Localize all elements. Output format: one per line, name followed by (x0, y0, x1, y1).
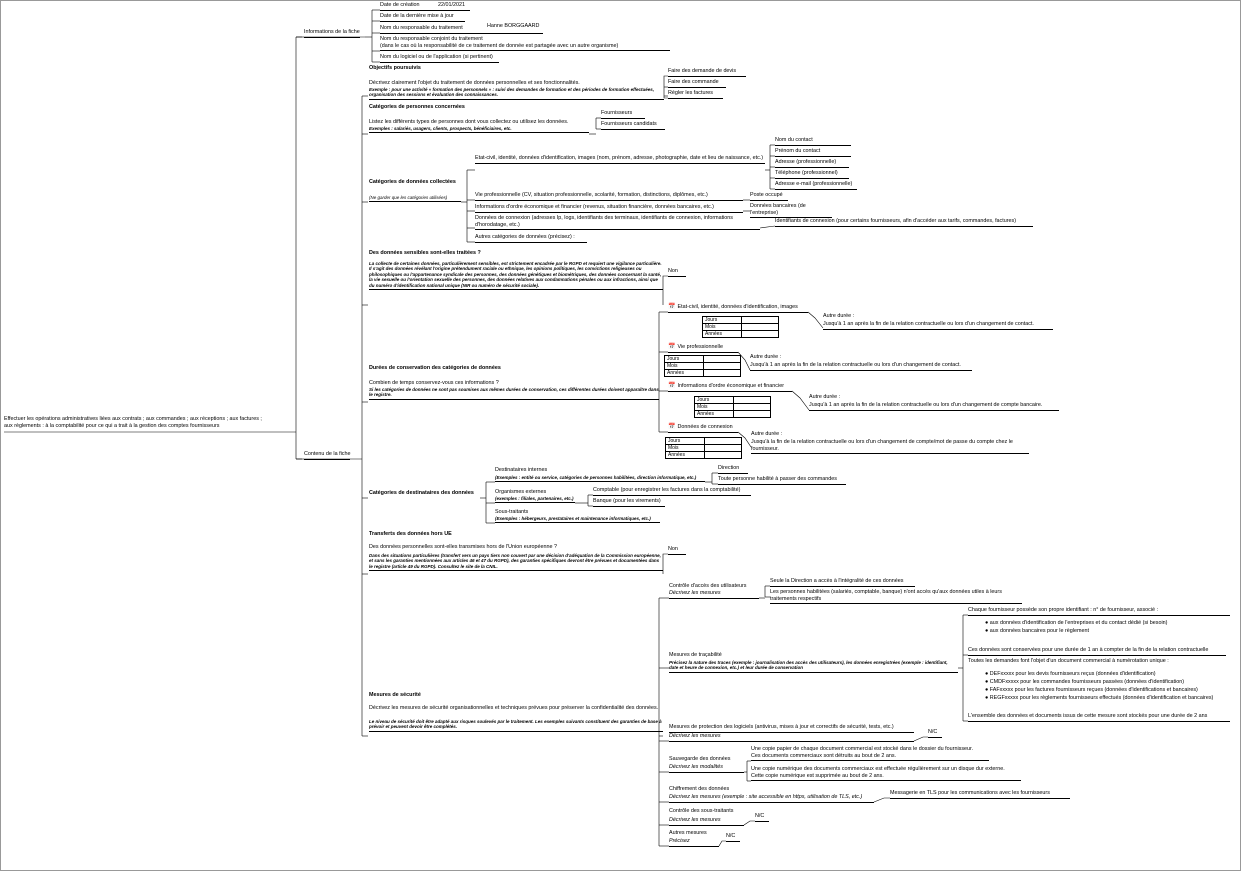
node-securite-note: Le niveau de sécurité doit être adapté aux risques soulevés par le traitement. Les exemples suivants constituent des garanties de base à prévoir et peuvent devoir être complétés. (369, 719, 663, 732)
node-protection-value: N/C (928, 729, 942, 738)
connector-line (719, 841, 726, 846)
node-sensibles-value: Non (668, 268, 686, 277)
node-autres-mesures: Autres mesures (669, 830, 707, 836)
calendar-icon: 📅 (668, 383, 676, 389)
node-info-eco: Informations d'ordre économique et financier (revenus, situation financière, données bancaires, etc.) (475, 204, 743, 213)
connector-line (663, 276, 668, 305)
calendar-icon: 📅 (668, 344, 676, 350)
node-duree-info-eco (668, 383, 792, 392)
duree-mois-label: Mois (695, 404, 734, 411)
node-sauvegarde: Sauvegarde des données (669, 756, 731, 762)
calendar-icon: 📅 (668, 304, 676, 310)
node-date-creation: Date de création (380, 2, 470, 11)
root-node: Effectuer les opérations administratives liées aux contrats ; aux commandes ; aux réceptions ; aux factures ; aux règlements : à la comptabilité pour ce qui a trait à la gestion des comptes fournisseurs (4, 416, 262, 429)
node-responsable: Nom du responsable du traitement (380, 25, 543, 34)
node-chiffrement-value: Messagerie en TLS pour les communications avec les fournisseurs (890, 790, 1070, 799)
node-contact-telephone: Téléphone (professionnel) (775, 170, 849, 179)
node-autres-value: N/C (726, 833, 740, 842)
node-objectifs-desc: Décrivez clairement l'objet du traitement de données personnelles et ses fonctionnalités. (369, 80, 580, 86)
node-acces-habilitees: Les personnes habilitées (salariés, comptable, banque) n'ont accès qu'aux données utiles à leurs traitements respectifs (770, 589, 1022, 604)
node-etat-civil: Etat-civil, identité, données d'identification, images (nom, prénom, adresse, photographie, date et lieu de naissance, etc.) (475, 155, 765, 164)
node-fournisseurs: Fournisseurs (601, 110, 645, 119)
node-transferts-value: Non (668, 546, 686, 555)
node-date-maj: Date de la dernière mise à jour (380, 13, 465, 22)
duree-annees-label: Années (665, 370, 704, 377)
trac-bullet-3-label: DEFxxxxx pour les devis fournisseurs reçus (données d'identification) (989, 671, 1156, 677)
bullet-icon: ● (985, 620, 990, 626)
node-sensibles-title: Des données sensibles sont-elles traitées ? (369, 250, 481, 256)
node-contact-prenom: Prénom du contact (775, 148, 851, 157)
node-objectifs-title: Objectifs poursuivis (369, 65, 421, 71)
duree-jours-label: Jours (703, 317, 742, 324)
autre-duree-label-2: Autre durée : (750, 354, 782, 360)
node-duree-vie-pro (668, 344, 738, 353)
node-securite-title: Mesures de sécurité (369, 692, 421, 698)
duree-etat-civil-label: Etat-civil, identité, données d'identification, images (677, 304, 798, 310)
node-trac-bullet-3 (985, 671, 1156, 678)
node-dest-commandes: Toute personne habilité à passer des commandes (718, 476, 846, 485)
duree-annees-label: Années (695, 411, 734, 418)
duree-annees-value[interactable] (742, 331, 779, 338)
node-contact-nom: Nom du contact (775, 137, 851, 146)
node-trac-text-2: Ces données sont conservées pour une durée de 1 an à compter de la fin de la relation contractuelle (968, 647, 1226, 656)
duree-text-2: Jusqu'à 1 an après la fin de la relation contractuelle ou lors d'un changement de contact. (750, 362, 972, 371)
node-donnees-note: (Ne garder que les catégories utilisées) (369, 195, 461, 202)
node-conjoint: Nom du responsable conjoint du traitement (dans le cas où la responsabilité de ce traitement de donnée est partagée avec un autre organisme) (380, 36, 670, 51)
calendar-icon: 📅 (668, 424, 676, 430)
duree-annees-label: Années (666, 452, 705, 459)
node-contenu-fiche: Contenu de la fiche (304, 451, 350, 460)
node-sauvegarde-desc: Décrivez les modalités (669, 764, 744, 773)
node-controle-st-desc: Décrivez les mesures (669, 817, 744, 826)
trac-bullet-5-label: FAFxxxxx pour les factures fournisseurs reçues (données d'identifications et bancaires) (989, 687, 1198, 693)
autre-duree-label-3: Autre durée : (809, 394, 841, 400)
duree-mois-label: Mois (703, 324, 742, 331)
node-duree-etat-civil (668, 304, 808, 313)
connector-line (914, 737, 928, 741)
node-informations-fiche: Informations de la fiche (304, 29, 360, 38)
duree-vie-pro-label: Vie professionnelle (677, 344, 723, 350)
node-tracabilite-desc: Précisez la nature des traces (exemple : journalisation des accès des utilisateurs), les données enregistrées (exemple : identifiant, date et heure de connexion, etc.) et leur durée de conservation (669, 660, 958, 673)
bullet-icon: ● (985, 628, 990, 634)
node-trac-bullet-1 (985, 620, 1167, 627)
node-autres-categories: Autres catégories de données (précisez) : (475, 234, 587, 243)
trac-bullet-4-label: CMDFxxxxx pour les commandes fournisseurs passées (données d'identification) (989, 679, 1185, 685)
node-contact-email: Adresse e-mail (professionnelle) (775, 181, 857, 190)
bullet-icon: ● (985, 679, 990, 685)
node-trac-bullet-5 (985, 687, 1198, 694)
node-dest-internes-example: (Exemples : entité ou service, catégories de personnes habilitées, direction informatique, etc.) (495, 475, 705, 482)
node-personnes-title: Catégories de personnes concernées (369, 104, 465, 110)
node-dest-comptable: Comptable (pour enregistrer les factures dans la comptabilité) (593, 487, 751, 496)
node-controle-acces: Contrôle d'accès des utilisateurs (669, 583, 747, 589)
node-sauvegarde-papier: Une copie papier de chaque document commercial est stocké dans le dossier du fournisseur. Ces documents commerciaux sont détruits au bout de 2 ans. (751, 746, 989, 761)
node-trac-bullet-2 (985, 628, 1089, 635)
node-trac-bullet-4 (985, 679, 1184, 686)
node-connexion-value: Identifiants de connexion (pour certains fournisseurs, afin d'accéder aux tarifs, commandes, factures) (775, 218, 1033, 227)
duree-jours-value[interactable] (734, 397, 771, 404)
duree-connexion-label: Données de connexion (677, 424, 733, 430)
node-chiffrement: Chiffrement des données (669, 786, 730, 792)
node-trac-bullet-6 (985, 695, 1213, 702)
node-dest-externes: Organismes externes (495, 489, 547, 495)
node-logiciel: Nom du logiciel ou de l'application (si pertinent) (380, 54, 499, 63)
node-objectif-devis: Faire des demande de devis (668, 68, 746, 77)
duree-annees-value[interactable] (734, 411, 771, 418)
connector-line (760, 226, 775, 228)
node-date-creation-value: 22/01/2021 (438, 2, 465, 8)
duree-annees-label: Années (703, 331, 742, 338)
duree-annees-value[interactable] (704, 370, 741, 377)
duree-text-3: Jusqu'à 1 an après la fin de la relation contractuelle ou lors d'un changement de compte bancaire. (809, 402, 1059, 411)
node-chiffrement-desc: Décrivez les mesures (exemple : site accessible en https, utilisation de TLS, etc.) (669, 794, 874, 803)
duration-table-etat-civil (702, 316, 779, 338)
node-dest-externes-example: (exemples : filiales, partenaires, etc.) (495, 496, 575, 503)
duree-mois-label: Mois (665, 363, 704, 370)
node-objectif-commande: Faire des commande (668, 79, 726, 88)
duree-mois-value[interactable] (705, 445, 742, 452)
duree-info-eco-label: Informations d'ordre économique et financier (677, 383, 784, 389)
connector-line (808, 312, 823, 328)
node-tracabilite: Mesures de traçabilité (669, 652, 722, 658)
duree-jours-value[interactable] (705, 438, 742, 445)
connector-line (874, 798, 890, 802)
node-autres-mesures-desc: Précisez (669, 838, 719, 847)
duration-table-vie-pro (664, 355, 741, 377)
duree-text-4: Jusqu'à la fin de la relation contractuelle ou lors d'un changement de compte/mot de passe du compte chez le fournisseur. (751, 439, 1029, 454)
node-contact-adresse: Adresse (professionnelle) (775, 159, 849, 168)
duration-table-connexion (665, 437, 742, 459)
connector-line (792, 391, 809, 410)
node-duree-connexion (668, 424, 738, 433)
node-securite-desc: Décrivez les mesures de sécurité organisationnelles et techniques prévues pour préserver la confidentialité des données. (369, 705, 659, 711)
node-objectif-factures: Régler les factures (668, 90, 723, 99)
node-controle-acces-desc: Décrivez les mesures (669, 590, 759, 599)
duree-mois-value[interactable] (742, 324, 779, 331)
autre-duree-label-1: Autre durée : (823, 313, 855, 319)
duree-mois-label: Mois (666, 445, 705, 452)
node-vie-pro: Vie professionnelle (CV, situation professionnelle, scolarité, formation, distinctions, diplômes, etc.) (475, 192, 743, 201)
node-personnes-example: Exemples : salariés, usagers, clients, prospects, bénéficiaires, etc. (369, 126, 589, 133)
duree-jours-value[interactable] (742, 317, 779, 324)
node-protection-logiciels: Mesures de protection des logiciels (antivirus, mises à jour et correctifs de sécurité, tests, etc.) (669, 724, 914, 733)
node-acces-direction: Seule la Direction a accès à l'intégralité de ces données (770, 578, 915, 587)
node-personnes-desc: Listez les différents types de personnes dont vous collectez ou utilisez les données. (369, 119, 569, 125)
duree-jours-label: Jours (666, 438, 705, 445)
node-transferts-desc: Dans des situations particulières (transfert vers un pays tiers non couvert par une décision d'adéquation de la Commission européenne, et sans les garanties mentionnées aux articles 46 et 47 du RGPD), des garanties spécifiques devront être prévues et documentées dans le registre (article 49 du RGPD). Consultez le site de la CNIL. (369, 553, 663, 571)
node-trac-text-1: Chaque fournisseur possède son propre identifiant : n° de fournisseur, associé : (968, 607, 1230, 616)
trac-bullet-6-label: REGFxxxxx pour les règlements fournisseurs effectués (données d'identification et bancaires) (989, 695, 1214, 701)
bullet-icon: ● (985, 695, 990, 701)
duree-mois-value[interactable] (734, 404, 771, 411)
node-transferts-question: Des données personnelles sont-elles transmises hors de l'Union européenne ? (369, 544, 558, 550)
node-transferts-title: Transferts des données hors UE (369, 531, 452, 537)
node-controle-st-value: N/C (755, 813, 769, 822)
node-info-eco-value: Données bancaires (de l'entreprise) (750, 203, 832, 218)
bullet-icon: ● (985, 671, 990, 677)
node-duree-title: Durées de conservation des catégories de données (369, 365, 501, 371)
duree-text-1: Jusqu'à 1 an après la fin de la relation contractuelle ou lors d'un changement de contact. (823, 321, 1053, 330)
node-objectifs-example: Exemple : pour une activité « formation des personnels » : suivi des demandes de formation et des périodes de formation effectuées, organisation des sessions et évaluation des connaissances. (369, 87, 664, 100)
node-fournisseurs-candidats: Fournisseurs candidats (601, 121, 665, 130)
duree-jours-value[interactable] (704, 356, 741, 363)
node-dest-internes: Destinataires internes (495, 467, 548, 473)
node-duree-note: Si les catégories de données ne sont pas soumises aux mêmes durées de conservation, ces différentes durées doivent apparaître dans le registre. (369, 387, 659, 400)
duration-table-info-eco (694, 396, 771, 418)
node-destinataires-title: Catégories de destinataires des données (369, 490, 474, 496)
autre-duree-label-4: Autre durée : (751, 431, 783, 437)
bullet-icon: ● (985, 687, 990, 693)
trac-bullet-1-label: aux données d'identification de l'entreprises et du contact dédié (si besoin) (989, 620, 1168, 626)
connector-line (663, 554, 668, 574)
node-vie-pro-value: Poste occupé (750, 192, 788, 201)
connector-line (744, 821, 755, 825)
node-donnees-title: Catégories de données collectées (369, 179, 456, 185)
duree-mois-value[interactable] (704, 363, 741, 370)
node-trac-text-3: Toutes les demandes font l'objet d'un document commercial à numérotation unique : (968, 658, 1169, 664)
duree-jours-label: Jours (665, 356, 704, 363)
node-trac-text-4: L'ensemble des données et documents issus de cette mesure sont stockés pour une durée de 2 ans (968, 713, 1230, 722)
duree-annees-value[interactable] (705, 452, 742, 459)
node-dest-direction: Direction (718, 465, 748, 474)
node-sous-traitants: Sous-traitants (495, 509, 529, 515)
duree-jours-label: Jours (695, 397, 734, 404)
node-responsable-value: Hanne BORGGAARD (487, 23, 540, 29)
node-protection-desc: Décrivez les mesures (669, 733, 914, 742)
node-connexion: Données de connexion (adresses Ip, logs, identifiants des terminaux, identifiants de connexion, informations d'horodatage, etc.) (475, 215, 760, 230)
node-sensibles-desc: La collecte de certaines données, particulièrement sensibles, est strictement encadrée par le RGPD et requiert une vigilance particulière. Il s'agit des données révélant l'origine prétendument raciale ou ethnique, les opinions politiques, les convictions religieuses ou philosophiques ou l'appartenance syndicale des personnes, des données génétiques et biométriques, des données concernant la santé, la vie sexuelle ou l'orientation sexuelle des personnes, des données relatives aux condamnations pénales ou aux infractions, ainsi que du numéro d'identification national unique (NIR ou numéro de sécurité sociale). (369, 261, 663, 290)
node-controle-sous-traitants: Contrôle des sous-traitants (669, 808, 734, 814)
node-sous-traitants-example: (Exemples : hébergeurs, prestataires et maintenance informatiques, etc.) (495, 516, 660, 523)
node-sauvegarde-numerique: Une copie numérique des documents commerciaux est effectuée régulièrement sur un disque dur externe. Cette copie numérique est supprimée au bout de 2 ans. (751, 766, 1021, 781)
node-duree-question: Combien de temps conservez-vous ces informations ? (369, 380, 499, 386)
node-dest-banque: Banque (pour les virements) (593, 498, 665, 507)
trac-bullet-2-label: aux données bancaires pour le règlement (989, 628, 1089, 634)
